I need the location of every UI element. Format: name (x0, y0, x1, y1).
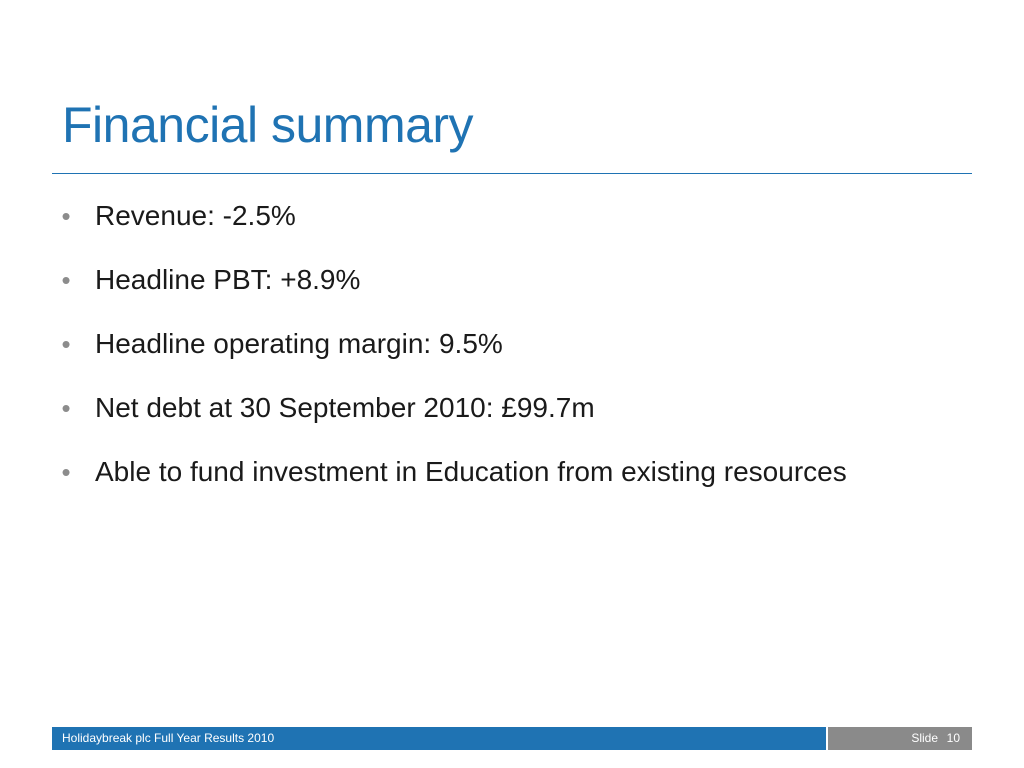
slide-number: 10 (946, 731, 960, 745)
bullet-icon: • (61, 201, 71, 231)
bullet-text: Headline PBT: +8.9% (95, 264, 361, 295)
list-item (56, 196, 916, 236)
bullet-text: Net debt at 30 September 2010: £99.7m (95, 392, 595, 423)
bullet-text: Able to fund investment in Education from existing resources (95, 456, 847, 487)
list-item (56, 260, 916, 300)
bullet-icon: • (61, 457, 71, 487)
list-item (56, 324, 916, 364)
bullet-text: Headline operating margin: 9.5% (95, 328, 503, 359)
slide-label: Slide (911, 731, 938, 745)
bullet-list (56, 196, 916, 516)
title-divider (52, 173, 972, 174)
bullet-icon: • (61, 329, 71, 359)
page-title: Financial summary (62, 97, 474, 153)
footer-slide-box (828, 727, 972, 750)
bullet-text: Revenue: -2.5% (95, 200, 296, 231)
bullet-icon: • (61, 393, 71, 423)
list-item (56, 388, 916, 428)
footer-presentation-title: Holidaybreak plc Full Year Results 2010 (62, 731, 275, 745)
list-item (56, 452, 916, 492)
bullet-icon: • (61, 265, 71, 295)
footer-bar (52, 727, 826, 750)
